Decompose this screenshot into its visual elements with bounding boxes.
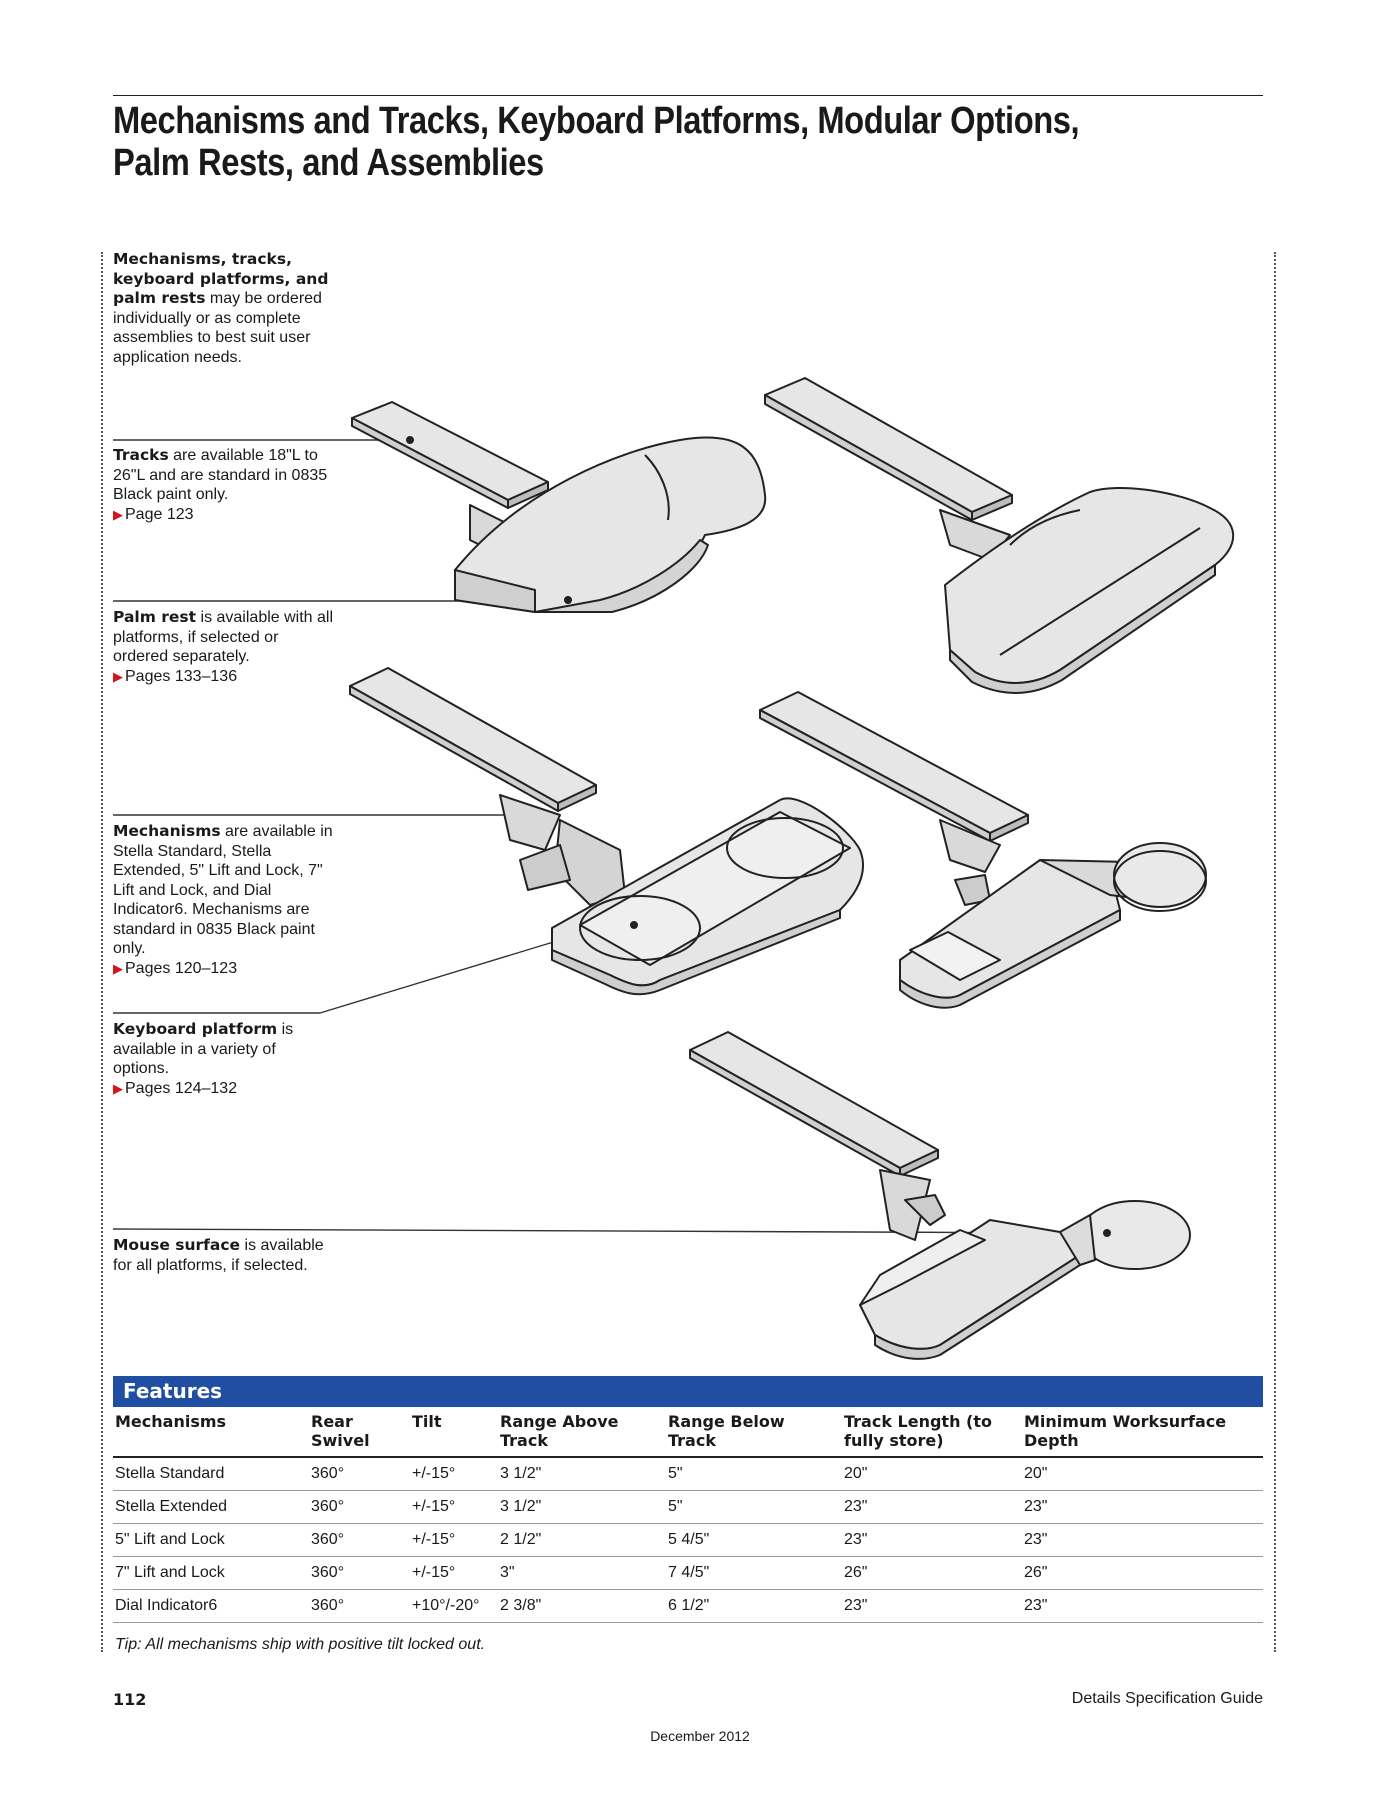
table-cell: 360° bbox=[309, 1524, 410, 1557]
col-rear-swivel: Rear Swivel bbox=[309, 1412, 410, 1457]
assembly-5-illustration bbox=[690, 1032, 1190, 1359]
callout-mechanisms-text: are available in Stella Standard, Stella Extended, 5" Lift and Lock, 7" Lift and Lock, and Dial Indicator6. Mechanisms are standard in 0835 Black paint only. bbox=[113, 823, 333, 957]
col-min-worksurface-depth: Minimum Worksurface Depth bbox=[1022, 1412, 1263, 1457]
table-cell: 23" bbox=[842, 1590, 1022, 1623]
table-cell: 360° bbox=[309, 1557, 410, 1590]
table-cell: 5" bbox=[666, 1457, 842, 1491]
callout-keyboard-platform-text: is available in a variety of options. bbox=[113, 1021, 294, 1077]
title-line-1: Mechanisms and Tracks, Keyboard Platforms, Modular Options, bbox=[113, 100, 1080, 142]
table-cell: +/-15° bbox=[410, 1457, 498, 1491]
leader-tracks bbox=[113, 440, 405, 445]
features-heading: Features bbox=[123, 1379, 223, 1403]
triangle-right-icon: ▶ bbox=[113, 668, 123, 684]
callout-mechanisms-lead: Mechanisms bbox=[113, 822, 221, 840]
footer-date: December 2012 bbox=[650, 1728, 750, 1744]
table-cell: 360° bbox=[309, 1457, 410, 1491]
leader-mechanisms bbox=[113, 812, 530, 815]
title-line-2: Palm Rests, and Assemblies bbox=[113, 142, 544, 184]
table-cell: 3 1/2" bbox=[498, 1491, 666, 1524]
table-row bbox=[113, 1557, 1263, 1590]
table-cell: Stella Standard bbox=[113, 1457, 309, 1491]
col-tilt: Tilt bbox=[410, 1412, 498, 1457]
table-cell: 23" bbox=[1022, 1524, 1263, 1557]
callout-tracks-ref-text: Page 123 bbox=[125, 505, 194, 523]
callout-keyboard-platform-ref-text: Pages 124–132 bbox=[125, 1079, 238, 1097]
callout-intro-lead: Mechanisms, tracks, keyboard platforms, and palm rests bbox=[113, 250, 329, 307]
table-cell: 7 4/5" bbox=[666, 1557, 842, 1590]
callout-keyboard-platform-lead: Keyboard platform bbox=[113, 1020, 278, 1038]
callout-mouse-surface-lead: Mouse surface bbox=[113, 1236, 241, 1254]
features-heading-bar bbox=[113, 1376, 1263, 1407]
triangle-right-icon: ▶ bbox=[113, 960, 123, 976]
page-number: 112 bbox=[113, 1690, 147, 1709]
table-cell: 23" bbox=[842, 1524, 1022, 1557]
tip-note: Tip: All mechanisms ship with positive tilt locked out. bbox=[115, 1636, 486, 1653]
table-row bbox=[113, 1457, 1263, 1491]
table-cell: 3 1/2" bbox=[498, 1457, 666, 1491]
table-cell: 23" bbox=[842, 1491, 1022, 1524]
col-mechanisms: Mechanisms bbox=[113, 1412, 309, 1457]
guide-title: Details Specification Guide bbox=[1071, 1690, 1263, 1707]
table-cell: 2 1/2" bbox=[498, 1524, 666, 1557]
triangle-right-icon: ▶ bbox=[113, 506, 123, 522]
table-cell: 26" bbox=[842, 1557, 1022, 1590]
table-row bbox=[113, 1590, 1263, 1623]
triangle-right-icon: ▶ bbox=[113, 1080, 123, 1096]
table-row bbox=[113, 1491, 1263, 1524]
table-cell: +/-15° bbox=[410, 1491, 498, 1524]
table-cell: +/-15° bbox=[410, 1524, 498, 1557]
table-cell: 360° bbox=[309, 1491, 410, 1524]
table-cell: 2 3/8" bbox=[498, 1590, 666, 1623]
table-cell: 20" bbox=[1022, 1457, 1263, 1491]
assembly-1-illustration bbox=[352, 402, 765, 612]
table-row bbox=[113, 1524, 1263, 1557]
col-range-below-track: Range Below Track bbox=[666, 1412, 842, 1457]
features-header-row bbox=[113, 1412, 1263, 1457]
callout-tracks-lead: Tracks bbox=[113, 446, 169, 464]
callout-palm-rest-text: is available with all platforms, if selected or ordered separately. bbox=[113, 609, 334, 665]
callout-mechanisms-ref-text: Pages 120–123 bbox=[125, 959, 238, 977]
table-cell: Stella Extended bbox=[113, 1491, 309, 1524]
table-cell: 3" bbox=[498, 1557, 666, 1590]
callout-palm-rest-lead: Palm rest bbox=[113, 608, 197, 626]
table-cell: 26" bbox=[1022, 1557, 1263, 1590]
callout-palm-rest-ref-text: Pages 133–136 bbox=[125, 667, 238, 685]
callout-tracks-text: are available 18"L to 26"L and are standard in 0835 Black paint only. bbox=[113, 447, 328, 503]
table-cell: 23" bbox=[1022, 1491, 1263, 1524]
col-range-above-track: Range Above Track bbox=[498, 1412, 666, 1457]
table-cell: Dial Indicator6 bbox=[113, 1590, 309, 1623]
table-cell: 5" bbox=[666, 1491, 842, 1524]
table-cell: 23" bbox=[1022, 1590, 1263, 1623]
callout-intro-text: may be ordered individually or as complete assemblies to best suit user application needs. bbox=[113, 290, 322, 366]
callout-mouse-surface-text: is available for all platforms, if selected. bbox=[113, 1237, 324, 1274]
table-cell: 360° bbox=[309, 1590, 410, 1623]
assembly-2-illustration bbox=[765, 378, 1233, 693]
table-cell: +10°/-20° bbox=[410, 1590, 498, 1623]
table-cell: 20" bbox=[842, 1457, 1022, 1491]
features-table bbox=[113, 1412, 1263, 1623]
table-cell: +/-15° bbox=[410, 1557, 498, 1590]
col-track-length: Track Length (to fully store) bbox=[842, 1412, 1022, 1457]
table-cell: 5" Lift and Lock bbox=[113, 1524, 309, 1557]
table-cell: 5 4/5" bbox=[666, 1524, 842, 1557]
table-cell: 7" Lift and Lock bbox=[113, 1557, 309, 1590]
table-cell: 6 1/2" bbox=[666, 1590, 842, 1623]
